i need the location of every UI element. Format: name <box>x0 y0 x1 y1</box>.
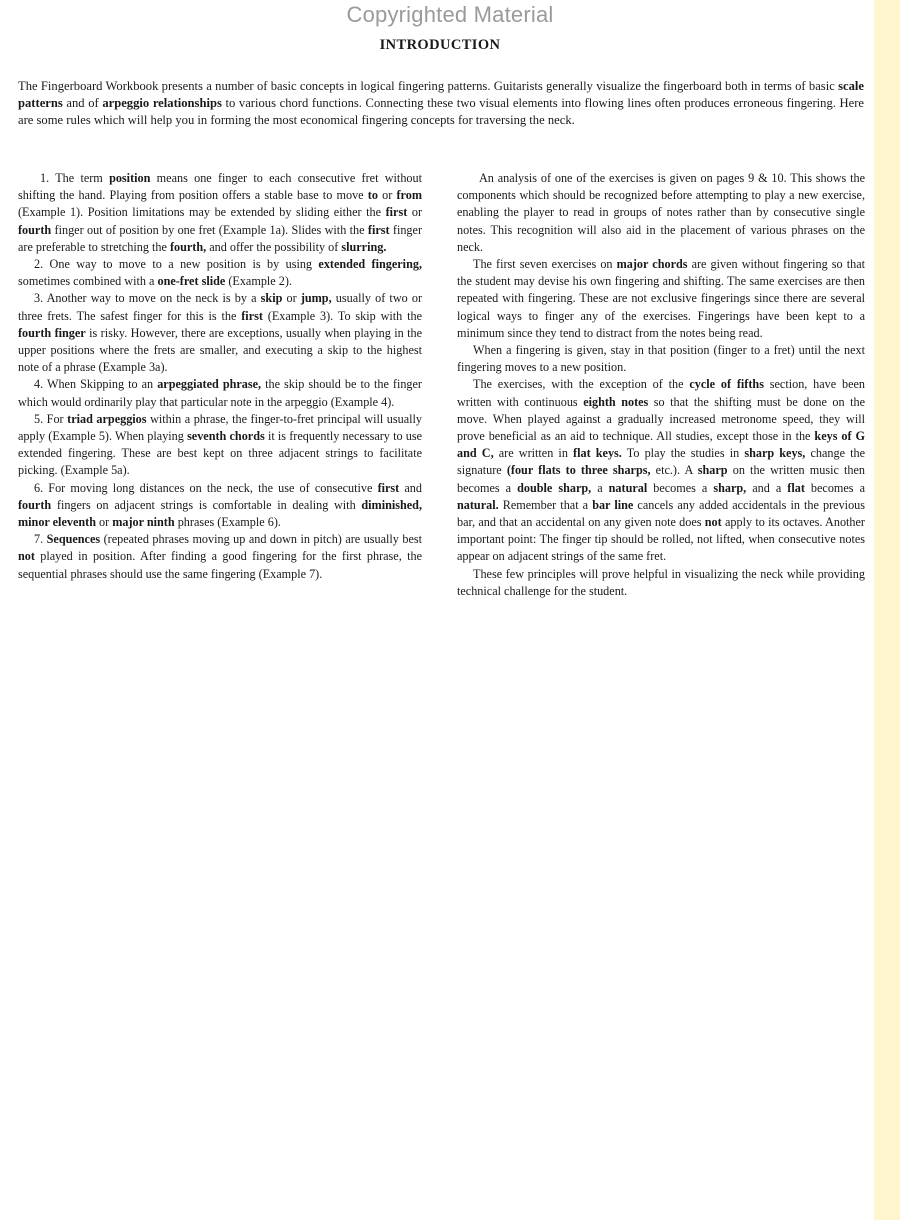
bold-term: fourth <box>18 497 52 512</box>
bold-term: (four flats to three sharps, <box>506 463 651 478</box>
bold-term: triad arpeggios <box>67 411 147 426</box>
text-run: within a phrase, the finger-to-fret principal will usually apply (Example 5). When playing <box>18 411 422 444</box>
text-run: and of <box>62 96 103 111</box>
paragraph <box>457 170 865 256</box>
bold-term: natural. <box>457 497 499 512</box>
text-run: are written in <box>493 446 574 461</box>
text-run: fingers on adjacent strings is comfortable in dealing with <box>51 497 362 512</box>
bold-term: jump, <box>300 291 332 306</box>
text-run: played in position. After finding a good fingering for the first phrase, the sequential phrases should use the same fingering (Example 7). <box>18 549 422 581</box>
bold-term: double sharp, <box>517 480 592 495</box>
paragraph <box>18 480 422 532</box>
text-run: Remember that a <box>498 497 593 512</box>
text-run: 5. For <box>34 411 68 426</box>
text-run: becomes a <box>804 480 865 495</box>
text-run: 1. The term <box>40 171 110 185</box>
text-run: (Example 2). <box>225 274 292 289</box>
text-run: a <box>591 480 609 495</box>
bold-term: first <box>377 480 400 495</box>
text-run: phrases (Example 6). <box>174 515 281 530</box>
text-run: These few principles will prove helpful in visualizing the neck while providing technical challenge for the student. <box>457 566 865 598</box>
bold-term: extended fingering, <box>318 257 422 272</box>
text-run: 4. When Skipping to an <box>34 377 158 392</box>
intro-paragraph <box>18 78 864 130</box>
text-run: (Example 1). Position limitations may be extended by sliding either the <box>18 205 386 220</box>
text-run: and a <box>746 480 788 495</box>
watermark: Copyrighted Material <box>346 2 554 27</box>
paragraph <box>457 376 865 565</box>
bold-term: fourth <box>18 222 52 237</box>
bold-term: major chords <box>616 257 688 272</box>
text-run: The first seven exercises on <box>473 257 617 272</box>
text-run: etc.). A <box>650 463 698 478</box>
text-run: or <box>377 188 397 203</box>
paragraph <box>18 376 422 410</box>
page-title: INTRODUCTION <box>379 37 501 53</box>
text-run: and <box>399 480 422 495</box>
bold-term: sharp, <box>713 480 747 495</box>
bold-term: first <box>367 222 390 237</box>
text-run: To play the studies in <box>621 446 745 461</box>
paragraph <box>18 256 422 290</box>
paragraph <box>457 566 865 600</box>
text-run: apply to its octaves. Another important point: The finger tip should be rolled, not lifted, when consecutive notes appear on adjacent strings of the same fret. <box>457 515 865 564</box>
text-run: finger out of position by one fret (Example 1a). Slides with the <box>51 222 368 237</box>
bold-term: eighth notes <box>583 394 649 409</box>
text-run: or <box>407 205 423 220</box>
bold-term: position <box>109 171 151 185</box>
bold-term: keys of G and C, <box>457 429 865 461</box>
bold-term: not <box>704 515 722 530</box>
text-run: The Fingerboard Workbook presents a number of basic concepts in logical fingering patterns. Guitarists generally visualize the fingerboard both in terms of basic <box>18 79 839 93</box>
text-run: usually of two or three frets. The safest finger for this is the <box>18 291 423 323</box>
right-column <box>457 170 865 600</box>
bold-term: first <box>385 205 408 220</box>
bold-term: arpeggio relationships <box>102 96 222 111</box>
text-run: so that the shifting must be done on the move. When played against a gradually increased metronome speed, they will prove beneficial as an aid to technique. All studies, except those in the <box>457 394 865 444</box>
paragraph <box>18 170 422 256</box>
text-run: are given without fingering so that the student may devise his own fingering and shifting. The same exercises are then repeated with fingering. These are not exclusive fingerings since there are several logical ways to finger any of the exercises. Fingerings have been kept to a minimum since they tend to distract from the notes being read. <box>457 257 865 340</box>
bold-term: diminished, minor eleventh <box>18 497 422 530</box>
text-run: becomes a <box>647 480 714 495</box>
bold-term: seventh chords <box>187 429 265 444</box>
text-run: and offer the possibility of <box>206 239 342 254</box>
bold-term: not <box>18 549 35 564</box>
text-run: it is frequently necessary to use extended fingering. These are best kept on three adjacent strings to facilitate picking. (Example 5a). <box>18 429 422 478</box>
text-run: means one finger to each consecutive fret without shifting the hand. Playing from position offers a stable base to move <box>18 171 422 203</box>
bold-term: to <box>367 188 378 203</box>
text-run: sometimes combined with a <box>18 274 158 289</box>
text-run: The exercises, with the exception of the <box>473 377 690 392</box>
text-run: on the written music then becomes a <box>457 463 865 495</box>
bold-term: one-fret slide <box>157 274 226 289</box>
bold-term: first <box>241 308 263 323</box>
bold-term: sharp <box>697 463 728 478</box>
text-run: is risky. However, there are exceptions, usually when playing in the upper positions where the frets are smaller, and executing a skip to the highest note of a phrase (Example 3a). <box>18 325 423 375</box>
paragraph <box>457 256 865 342</box>
bold-term: from <box>396 188 422 203</box>
text-run: An analysis of one of the exercises is given on pages 9 & 10. This shows the components which should be recognized before attempting to play a new exercise, enabling the player to read in groups of notes rather than by consecutive single notes. This recognition will also aid in the placement of various phrases on the neck. <box>457 171 865 254</box>
bold-term: Sequences <box>46 532 101 547</box>
bold-term: flat <box>787 480 805 495</box>
paragraph <box>18 290 422 376</box>
bold-term: sharp keys, <box>744 446 806 461</box>
text-run: (Example 3). To skip with the <box>262 308 422 323</box>
page-edge-strip <box>874 0 900 1220</box>
text-run: When a fingering is given, stay in that position (finger to a fret) until the next fingering moves to a new position. <box>457 343 865 375</box>
text-run: 6. For moving long distances on the neck, the use of consecutive <box>34 480 378 495</box>
bold-term: bar line <box>592 497 634 512</box>
text-run: or <box>95 515 113 530</box>
bold-term: flat keys. <box>573 446 622 461</box>
left-column <box>18 170 422 583</box>
text-run: or <box>282 291 301 306</box>
text-run: 2. One way to move to a new position is by using <box>34 257 319 272</box>
text-run: to various chord functions. Connecting these two visual elements into flowing lines often produces erroneous fingering. Here are some rules which will help you in forming the most economical fingering concepts for traversing the neck. <box>18 96 864 128</box>
bold-term: skip <box>260 291 283 306</box>
bold-term: scale patterns <box>18 79 864 111</box>
bold-term: slurring. <box>341 239 387 254</box>
paragraph <box>18 411 422 480</box>
text-run: finger are preferable to stretching the <box>18 222 422 254</box>
paragraph <box>18 531 422 583</box>
text-run: section, have been written with continuous <box>457 377 865 409</box>
bold-term: natural <box>608 480 648 495</box>
text-run: cancels any added accidentals in the previous bar, and that an accidental on any given note does <box>457 497 865 530</box>
bold-term: fourth finger <box>18 325 86 340</box>
bold-term: fourth, <box>169 239 207 254</box>
bold-term: major ninth <box>112 515 175 530</box>
bold-term: cycle of fifths <box>689 377 764 392</box>
bold-term: arpeggiated phrase, <box>157 377 262 392</box>
text-run: change the signature <box>457 446 866 478</box>
text-run: the skip should be to the finger which would ordinarily play that particular note in the arpeggio (Example 4). <box>18 377 422 409</box>
text-run: 3. Another way to move on the neck is by a <box>34 291 261 306</box>
paragraph <box>457 342 865 376</box>
text-run: 7. <box>34 532 47 547</box>
text-run: (repeated phrases moving up and down in pitch) are usually best <box>100 532 423 547</box>
